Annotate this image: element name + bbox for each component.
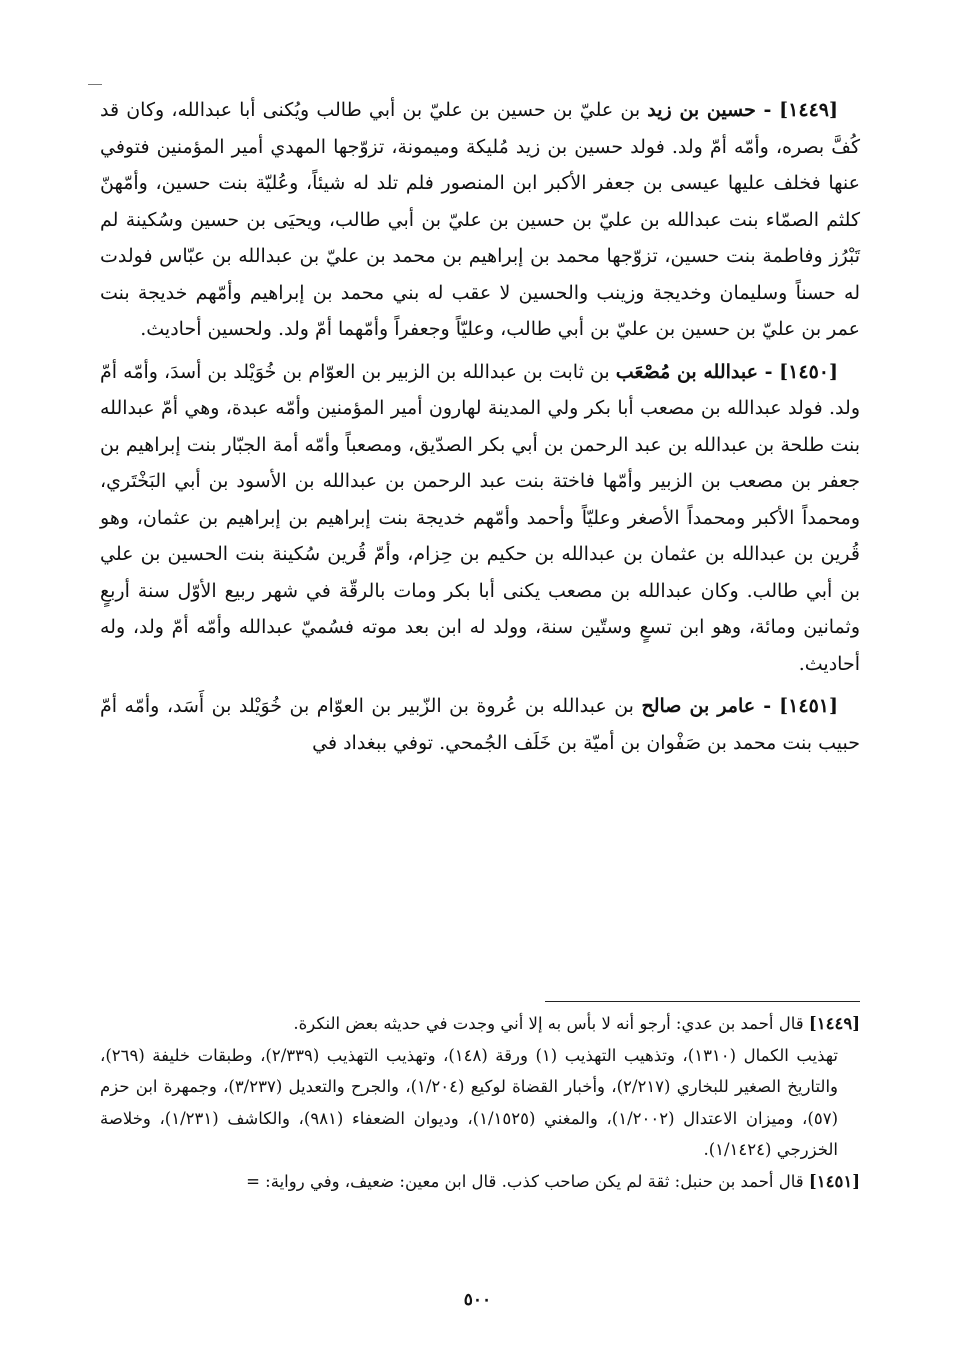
entry-name: حسين بن زيد <box>647 99 756 121</box>
footnote-sources: تهذيب الكمال (١٣١٠)، وتذهيب التهذيب (١) ورقة (١٤٨)، وتهذيب التهذيب (٢/٣٣٩)، وطبقات خليفة (٢٦٩)، والتاريخ الصغير للبخاري (٢/٢١٧)، وأخبار القضاة لوكيع (١/٢٠٤)، والجرح والتعديل (٣/٢٣٧)، وجمهرة ابن حزم (٥٧)، وميزان الاعتدال (١/٢٠٠٢)، والمغني (١/١٥٢٥)، وديوان الضعفاء (٩٨١)، والكاشف (١/٢٣١)، وخلاصة الخزرجي (١/١٤٢٤). <box>100 1045 838 1159</box>
entry-1450 <box>100 354 860 683</box>
footnotes <box>100 1008 860 1197</box>
entry-text: بن عليّ بن حسين بن عليّ بن أبي طالب ويُكنى أبا عبدالله، وكان قد كُفَّ بصره، وأمّه أمّ ولد. فولد حسين بن زيد مُليكة وميمونة، تزوّجها المهدي أمير المؤمنين فتوفي عنها فخلف عليها عيسى بن جعفر الأكبر ابن المنصور فلم تلد له شيئاً، وعُليّة بنت حسين، وأمّهنّ كلثم الصمّاء بنت عبدالله بن عليّ بن حسين بن عليّ بن أبي طالب، ويحيَى بن حسين وسُكينة لم تَبْرُز وفاطمة بنت حسين، تزوّجها محمد بن إبراهيم بن محمد بن عليّ بن عبدالله بن عبّاس فولدت له حسناً وسليمان وخديجة وزينب والحسين لا عقب له بني محمد بن إبراهيم وأمّهم خديجة بنت عمر بن عليّ بن حسين بن عليّ بن أبي طالب، وعليّاً وجعفراً وأمّهما أمّ ولد. ولحسين أحاديث. <box>100 99 860 340</box>
entry-number: [١٤٤٩] <box>779 99 838 121</box>
page-number: ٥٠٠ <box>463 1290 492 1310</box>
footnote-number: [١٤٥١] <box>808 1171 860 1191</box>
entry-1451 <box>100 688 860 761</box>
corner-mark <box>88 84 102 85</box>
footnote-1451 <box>100 1166 860 1198</box>
entry-name: عامر بن صالح <box>641 695 756 717</box>
footnote-text: قال أحمد بن عدي: أرجو أنه لا بأس به إلا أني وجدت في حديثه بعض النكرة. <box>293 1014 804 1033</box>
footnote-text: قال أحمد بن حنبل: ثقة لم يكن صاحب كذب. قال ابن معين: ضعيف، وفي رواية: = <box>246 1171 804 1191</box>
entry-text: بن ثابت بن عبدالله بن الزبير بن العوّام بن خُوَيْلد بن أسدَ، وأمّه أمّ ولد. فولد عبدالله بن مصعب أبا بكر ولي المدينة لهارون أمير المؤمنين وأمّه عبدة، وهي أمّ عبدالله بنت طلحة بن عبدالله بن عبد الرحمن بن أبي بكر الصدّيق، ومصعباً وأمّه أمة الجبّار بنت إبراهيم بن جعفر بن مصعب بن الزبير وأمّها فاختة بنت عبد الرحمن بن عبدالله بن الأسود بن أبي البَخْتَري، ومحمداً الأكبر ومحمداً الأصغر وعليّاً وأحمد وأمّهم خديجة بنت إبراهيم بن إبراهيم بن عثمان، وهو قُرين بن عبدالله بن عثمان بن عبدالله بن حكيم بن حِزام، وأمّ قُرين سُكينة بنت الحسين بن علي بن أبي طالب. وكان عبدالله بن مصعب يكنى أبا بكر ومات بالرقّة في شهر ربيع الأوّل سنة أربعٍ وثمانين ومائة، وهو ابن تسعٍ وستّين سنة، وولد له ابن بعد موته فسُميّ عبدالله وأمّه أمّ ولد، وله أحاديث. <box>100 360 860 675</box>
entry-name: عبدالله بن مُصْعَب <box>615 360 758 383</box>
entry-text: بن عبدالله بن عُروة بن الزّبير بن العوّام بن خُوَيْلد بن أَسَد، وأمّه أمّ حبيب بنت محمد بن صَفْوان بن أميّة بن خَلَف الجُمحي. توفي ببغداد في <box>100 695 860 754</box>
footnote-divider <box>545 1001 860 1002</box>
entry-dash: - <box>757 360 780 383</box>
entry-1449 <box>100 92 860 348</box>
entry-dash: - <box>755 695 780 717</box>
entry-number: [١٤٥٠] <box>779 360 838 383</box>
footnote-1449 <box>100 1008 860 1040</box>
footnote-number: [١٤٤٩] <box>808 1014 860 1033</box>
entry-number: [١٤٥١] <box>779 695 838 717</box>
entry-dash: - <box>755 99 780 121</box>
main-text <box>100 92 860 767</box>
